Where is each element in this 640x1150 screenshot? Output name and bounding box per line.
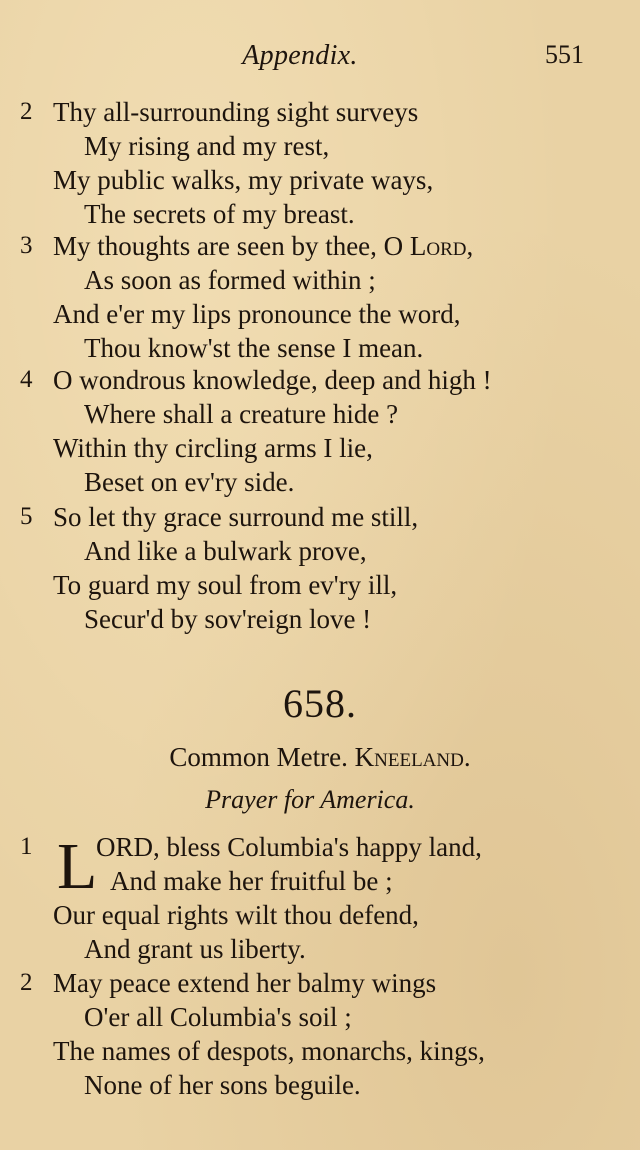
verse-line: The secrets of my breast. — [84, 199, 355, 229]
meter-line — [0, 742, 640, 773]
verse-line: And e'er my lips pronounce the word, — [53, 299, 461, 329]
verse-line: My rising and my rest, — [84, 131, 330, 161]
stanza-number: 4 — [20, 366, 33, 393]
verse-line: My public walks, my private ways, — [53, 165, 434, 195]
verse-line: ORD, bless Columbia's happy land, — [96, 832, 482, 862]
hymn-stanza-1 — [0, 830, 640, 966]
stanza-2-prev — [0, 95, 640, 231]
meter: Common Metre. — [169, 742, 348, 772]
page-number: 551 — [545, 40, 584, 69]
drop-cap: L — [57, 830, 98, 903]
verse-line: As soon as formed within ; — [84, 265, 376, 295]
verse-line: To guard my soul from ev'ry ill, — [53, 570, 398, 600]
verse-line: O'er all Columbia's soil ; — [84, 1002, 352, 1032]
tune-name: Kneeland. — [354, 742, 471, 772]
stanza-number: 2 — [20, 969, 33, 996]
verse-line: And make her fruitful be ; — [110, 866, 393, 896]
verse-line: Within thy circling arms I lie, — [53, 433, 373, 463]
verse-line: Secur'd by sov'reign love ! — [84, 604, 372, 634]
verse-line: Beset on ev'ry side. — [84, 467, 295, 497]
lord-small-caps: Lord — [409, 231, 467, 261]
verse-line: And grant us liberty. — [84, 934, 306, 964]
verse-line: My thoughts are seen by thee, O Lord, — [53, 231, 474, 261]
stanza-number: 5 — [20, 503, 33, 530]
verse-line: Where shall a creature hide ? — [84, 399, 399, 429]
verse-line: The names of despots, monarchs, kings, — [53, 1036, 485, 1066]
stanza-3-prev — [0, 229, 640, 365]
hymn-number: 658. — [283, 681, 357, 726]
verse-line: O wondrous knowledge, deep and high ! — [53, 365, 492, 395]
hymn-subtitle: Prayer for America. — [205, 785, 415, 814]
stanza-number: 3 — [20, 232, 33, 259]
verse-line: Thou know'st the sense I mean. — [84, 333, 424, 363]
verse-line: May peace extend her balmy wings — [53, 968, 437, 998]
running-header: Appendix. — [242, 40, 358, 71]
stanza-number: 2 — [20, 98, 33, 125]
stanza-number: 1 — [20, 833, 33, 860]
hymn-stanza-2 — [0, 966, 640, 1102]
verse-line: Thy all-surrounding sight surveys — [53, 97, 419, 127]
verse-line: None of her sons beguile. — [84, 1070, 361, 1100]
verse-line: So let thy grace surround me still, — [53, 502, 419, 532]
stanza-5-prev — [0, 500, 640, 636]
verse-line: And like a bulwark prove, — [84, 536, 367, 566]
verse-line: Our equal rights wilt thou defend, — [53, 900, 419, 930]
stanza-4-prev — [0, 363, 640, 499]
